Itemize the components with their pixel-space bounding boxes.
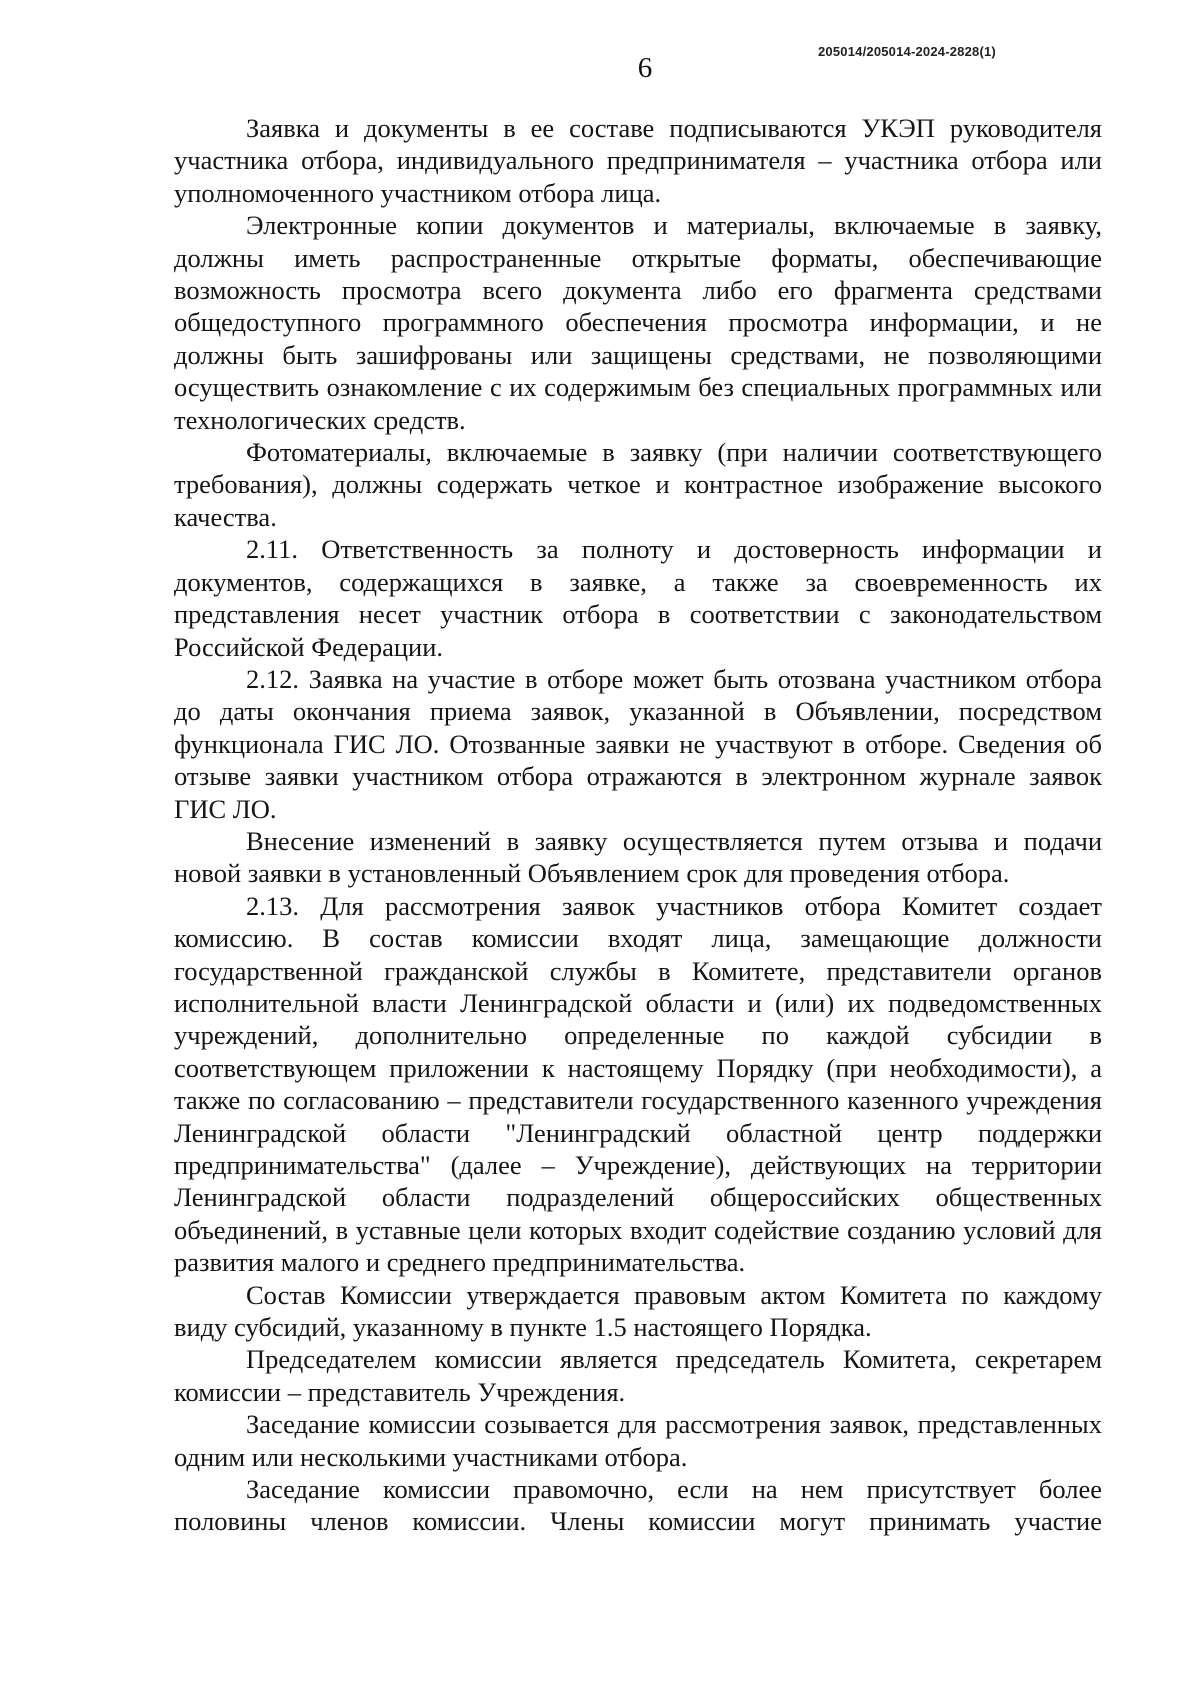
paragraph-2-12: 2.12. Заявка на участие в отборе может быть отозвана участником отбора до даты окончания приема заявок, указанной в Объявлении, посредством функционала ГИС ЛО. Отозванные заявки не участвуют в отборе. Сведения об отзыве заявки участником отбора отражаются в электронном журнале заявок ГИС ЛО. — [174, 663, 1102, 824]
paragraph-meeting-convened: Заседание комиссии созывается для рассмотрения заявок, представленных одним или несколькими участниками отбора. — [174, 1409, 1102, 1472]
page-number: 6 — [637, 52, 653, 84]
document-id: 205014/205014-2024-2828(1) — [818, 44, 996, 59]
paragraph-electronic-copies: Электронные копии документов и материалы, включаемые в заявку, должны иметь распространенные открытые форматы, обеспечивающие возможность просмотра всего документа либо его фрагмента средствами общедоступного программного обеспечения просмотра информации, и не должны быть зашифрованы или защищены средствами, не позволяющими осуществить ознакомление с их содержимым без специальных программных или технологических средств. — [174, 210, 1102, 435]
paragraph-signature: Заявка и документы в ее составе подписываются УКЭП руководителя участника отбора, индивидуального предпринимателя – участника отбора или уполномоченного участником отбора лица. — [174, 113, 1102, 208]
paragraph-photo-materials: Фотоматериалы, включаемые в заявку (при наличии соответствующего требования), должны содержать четкое и контрастное изображение высокого качества. — [174, 437, 1102, 532]
paragraph-meeting-quorum: Заседание комиссии правомочно, если на нем присутствует более половины членов комиссии. Члены комиссии могут принимать участие — [174, 1474, 1102, 1537]
paragraph-2-11: 2.11. Ответственность за полноту и достоверность информации и документов, содержащихся в заявке, а также за своевременность их представления несет участник отбора в соответствии с законодательством Российской Федерации. — [174, 534, 1102, 662]
document-body — [174, 112, 1102, 1538]
paragraph-commission-composition: Состав Комиссии утверждается правовым актом Комитета по каждому виду субсидий, указанному в пункте 1.5 настоящего Порядка. — [174, 1279, 1102, 1343]
paragraph-amendments: Внесение изменений в заявку осуществляется путем отзыва и подачи новой заявки в установленный Объявлением срок для проведения отбора. — [174, 825, 1102, 889]
paragraph-commission-chair: Председателем комиссии является председатель Комитета, секретарем комиссии – представитель Учреждения. — [174, 1344, 1102, 1407]
paragraph-2-13: 2.13. Для рассмотрения заявок участников отбора Комитет создает комиссию. В состав комиссии входят лица, замещающие должности государственной гражданской службы в Комитете, представители органов исполнительной власти Ленинградской области и (или) их подведомственных учреждений, дополнительно определенные по каждой субсидии в соответствующем приложении к настоящему Порядку (при необходимости), а также по согласованию – представители государственного казенного учреждения Ленинградской области "Ленинградский областной центр поддержки предпринимательства" (далее – Учреждение), действующих на территории Ленинградской области подразделений общероссийских общественных объединений, в уставные цели которых входит содействие созданию условий для развития малого и среднего предпринимательства. — [174, 890, 1102, 1278]
